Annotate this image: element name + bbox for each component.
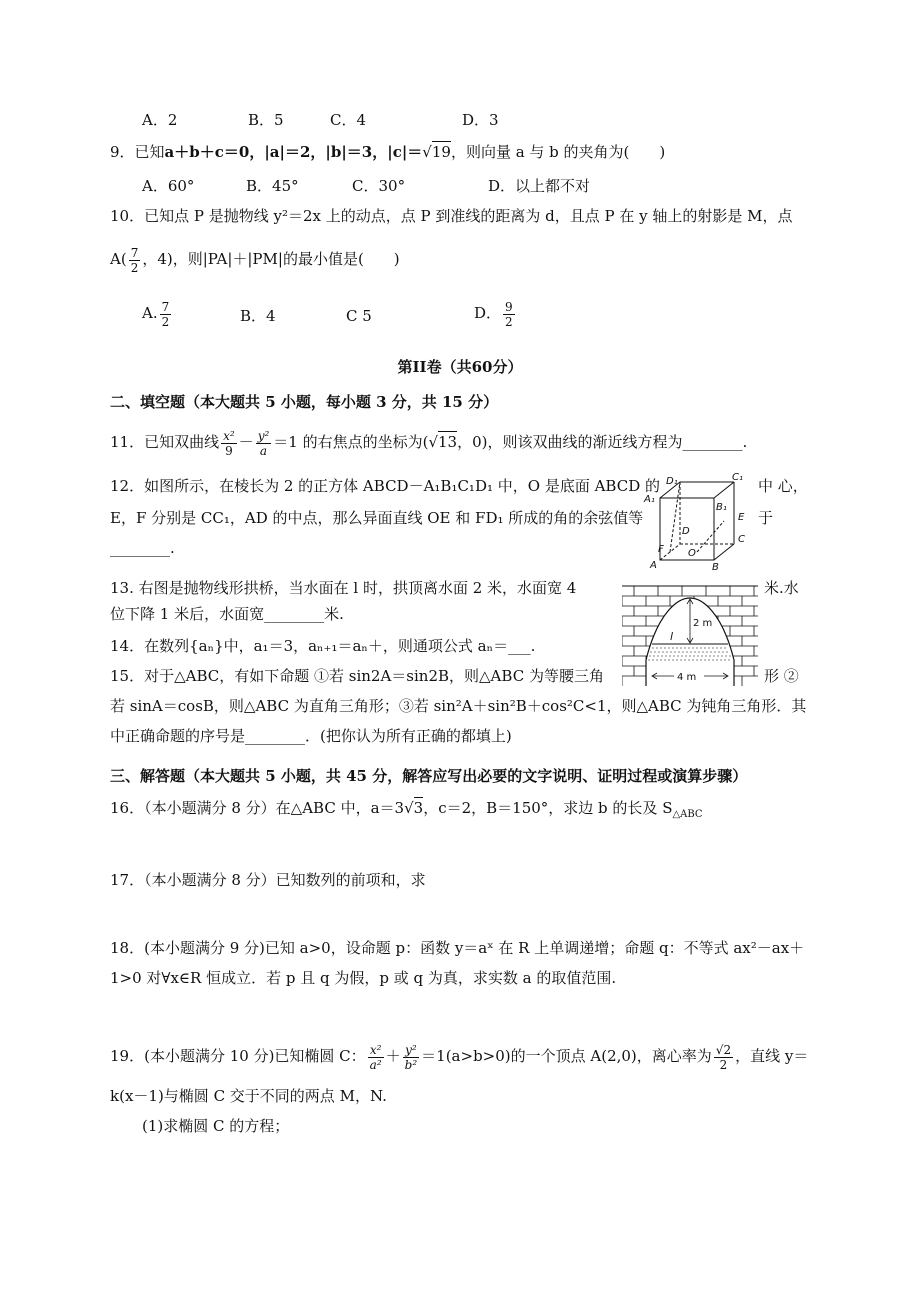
question-12-line2: E，F 分别是 CC₁，AD 的中点，那么异面直线 OE 和 FD₁ 所成的角的余弦值等 xyxy=(110,509,644,527)
question-10-line1: 10．已知点 P 是抛物线 y²＝2x 上的动点，点 P 到准线的距离为 d，且点 P 在 y 轴上的射影是 M，点 xyxy=(110,207,793,225)
question-13-line1-tail: 米.水 xyxy=(764,579,799,597)
question-15-line2: 若 sinA＝cosB，则△ABC 为直角三角形；③若 sin²A＋sin²B＋cos²C<1，则△ABC 为钝角三角形．其 xyxy=(110,697,807,715)
question-12-line1: 12．如图所示，在棱长为 2 的正方体 ABCD－A₁B₁C₁D₁ 中，O 是底面 ABCD 的 xyxy=(110,477,660,495)
question-12-line2-tail: 于 xyxy=(758,509,774,527)
label-a1: A₁ xyxy=(644,494,655,505)
label-f: F xyxy=(658,544,664,555)
question-13-line1: 13. 右图是抛物线形拱桥，当水面在 l 时，拱顶离水面 2 米，水面宽 4 xyxy=(110,579,577,597)
label-width: 4 m xyxy=(677,672,697,683)
question-18-line2: 1>0 对∀x∈R 恒成立．若 p 且 q 为假，p 或 q 为真，求实数 a 的取值范围. xyxy=(110,969,617,987)
q9-option-b: B．45° xyxy=(246,177,299,195)
q9-option-a: A．60° xyxy=(142,177,195,195)
question-12-line1-tail: 中 心， xyxy=(758,477,808,495)
question-19-line2: k(x－1)与椭圆 C 交于不同的两点 M，N. xyxy=(110,1087,387,1105)
bridge-figure xyxy=(622,582,758,690)
cube-edge xyxy=(714,482,734,498)
question-15-line3: 中正确命题的序号是________．(把你认为所有正确的都填上) xyxy=(110,727,512,745)
cube-edge xyxy=(714,544,734,560)
label-l: l xyxy=(670,630,674,643)
question-14: 14．在数列{aₙ}中，a₁＝3，aₙ₊₁＝aₙ＋，则通项公式 aₙ＝___. xyxy=(110,637,536,655)
q9-option-d: D．以上都不对 xyxy=(488,177,591,195)
label-b: B xyxy=(712,562,719,572)
q10-option-c: C 5 xyxy=(346,307,372,325)
segment-fd1 xyxy=(670,482,680,552)
label-c: C xyxy=(738,534,745,545)
label-d: D xyxy=(682,526,690,537)
q10-option-a: A. $\frac{7}{2}$ xyxy=(142,299,170,329)
question-15-line1: 15．对于△ABC，有如下命题 ①若 sin2A＝sin2B，则△ABC 为等腰三角 xyxy=(110,667,604,685)
question-12-line3: ________. xyxy=(110,539,175,557)
q10-option-b: B．4 xyxy=(240,307,276,325)
question-18-line1: 18．(本小题满分 9 分)已知 a>0，设命题 p：函数 y＝aˣ 在 R 上单调递增；命题 q：不等式 ax²－ax＋ xyxy=(110,939,805,957)
question-19-part1: (1)求椭圆 C 的方程； xyxy=(142,1117,290,1135)
label-a: A xyxy=(650,560,657,571)
q10-option-d: D． $\frac{9}{2}$ xyxy=(474,299,513,329)
question-17: 17．（本小题满分 8 分）已知数列的前项和，求 xyxy=(110,871,426,889)
section-title: 第II卷（共60分） xyxy=(397,358,523,376)
label-e: E xyxy=(738,512,745,523)
question-16: 16．（本小题满分 8 分）在△ABC 中，a＝3√3，c＝2，B＝150°，求边 b 的长及 $S_{\triangle ABC}$ xyxy=(110,799,703,820)
question-15-line1-tail: 形 ② xyxy=(764,667,799,685)
q8-option-d: D．3 xyxy=(462,111,499,129)
q8-option-c: C．4 xyxy=(330,111,367,129)
label-b1: B₁ xyxy=(716,502,727,513)
question-19-line1: 19．(本小题满分 10 分)已知椭圆 C： $\frac{\text{x²}}{\text{a²}}$ ＋ $\frac{\text{y²}}{\text{b²}}$ ＝1(a>b>0)的一个顶点 A(2,0)，离心率为 $\frac{√2}{2}$ ，直线 y＝ xyxy=(110,1042,809,1072)
question-11: 11．已知双曲线 $\frac{\text{x²}}{9}$ － $\frac{\text{y²}}{a}$ ＝1 的右焦点的坐标为(√13，0)，则该双曲线的渐近线方程为________. xyxy=(110,428,748,458)
water-surface xyxy=(648,648,732,660)
label-o: O xyxy=(688,548,696,559)
segment-oe xyxy=(697,521,724,552)
part2-heading: 二、填空题（本大题共 5 小题，每小题 3 分，共 15 分） xyxy=(110,393,499,411)
q9-option-c: C．30° xyxy=(352,177,406,195)
question-10-line2: A( $\frac{7}{2}$ ，4)，则|PA|＋|PM|的最小值是( ) xyxy=(110,245,400,275)
cube-figure xyxy=(640,472,755,572)
question-13-line2: 位下降 1 米后，水面宽________米. xyxy=(110,605,344,623)
label-d1: D₁ xyxy=(666,476,678,487)
part3-heading: 三、解答题（本大题共 5 小题，共 45 分，解答应写出必要的文字说明、证明过程或演算步骤） xyxy=(110,767,748,785)
fraction-7-2: $\frac{7}{2}$ xyxy=(130,245,139,275)
question-9: 9．已知a＋b＋c＝0，|a|＝2，|b|＝3，|c|＝√19，则向量 a 与 b 的夹角为( ) xyxy=(110,143,666,161)
q8-option-a: A．2 xyxy=(142,111,178,129)
q8-option-b: B．5 xyxy=(248,111,284,129)
label-c1: C₁ xyxy=(732,472,743,483)
label-height: 2 m xyxy=(693,618,713,629)
